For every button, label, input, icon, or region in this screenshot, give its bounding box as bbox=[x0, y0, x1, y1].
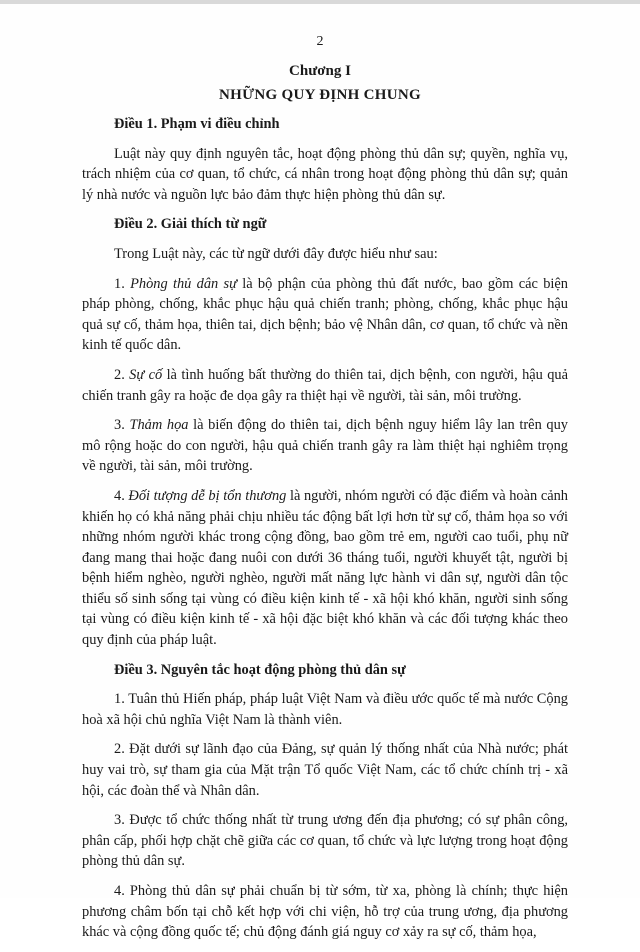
paragraph bbox=[82, 810, 568, 872]
paragraph-text: 1. Tuân thủ Hiến pháp, pháp luật Việt Nam và điều ước quốc tế mà nước Cộng hoà xã hội chủ nghĩa Việt Nam là thành viên. bbox=[82, 691, 568, 728]
article-heading: Điều 3. Nguyên tắc hoạt động phòng thủ dân sự bbox=[114, 661, 406, 678]
definition-text: là tình huống bất thường do thiên tai, dịch bệnh, con người, hậu quả chiến tranh gây ra hoặc đe dọa gây ra thiệt hại về người, tài sản, môi trường. bbox=[82, 366, 568, 404]
defined-term: Phòng thủ dân sự bbox=[130, 275, 237, 292]
defined-term: Thảm họa bbox=[129, 417, 189, 434]
scan-edge bbox=[0, 0, 640, 4]
defined-term: Đối tượng dễ bị tổn thương bbox=[128, 487, 287, 504]
item-number: 4. bbox=[114, 487, 129, 504]
article-heading: Điều 2. Giải thích từ ngữ bbox=[114, 216, 267, 233]
paragraph-text: 3. Được tổ chức thống nhất từ trung ương đến địa phương; có sự phân công, phân cấp, phối hợp chặt chẽ giữa các cơ quan, tổ chức và lực lượng trong hoạt động phòng thủ dân sự. bbox=[82, 812, 568, 870]
paragraph bbox=[82, 739, 568, 801]
item-number: 3. bbox=[114, 417, 130, 434]
chapter-title: NHỮNG QUY ĐỊNH CHUNG bbox=[219, 87, 421, 103]
paragraph-text: Trong Luật này, các từ ngữ dưới đây được hiểu như sau: bbox=[114, 245, 438, 262]
definition-text: là bộ phận của phòng thủ đất nước, bao gồm các biện pháp phòng, chống, khắc phục hậu quả chiến tranh; phòng, chống, khắc phục hậu quả sự cố, thảm họa, thiên tai, dịch bệnh; bảo vệ Nhân dân, cơ quan, tổ chức và nền kinh tế quốc dân. bbox=[82, 275, 569, 354]
paragraph bbox=[82, 881, 568, 943]
definition-text: là biến động do thiên tai, dịch bệnh nguy hiểm lây lan trên quy mô rộng hoặc do con người, hậu quả chiến tranh gây ra làm thiệt hại nghiêm trọng về người, tài sản, môi trường. bbox=[82, 417, 568, 475]
document-body bbox=[82, 114, 568, 952]
definition-item bbox=[82, 365, 568, 406]
defined-term: Sự cố bbox=[129, 366, 163, 383]
definition-item bbox=[82, 415, 568, 477]
paragraph-text: Luật này quy định nguyên tắc, hoạt động phòng thủ dân sự; quyền, nghĩa vụ, trách nhiệm của cơ quan, tổ chức, cá nhân trong hoạt động phòng thủ dân sự; quản lý nhà nước và nguồn lực bảo đảm thực hiện phòng thủ dân sự. bbox=[82, 145, 568, 203]
item-number: 1. bbox=[114, 275, 131, 292]
paragraph bbox=[82, 244, 568, 265]
page-number: 2 bbox=[316, 34, 324, 49]
paragraph-text: 2. Đặt dưới sự lãnh đạo của Đảng, sự quản lý thống nhất của Nhà nước; phát huy vai trò, sự tham gia của Mặt trận Tổ quốc Việt Nam, các tổ chức chính trị - xã hội, các đoàn thể và Nhân dân. bbox=[82, 741, 568, 799]
paragraph-text: 4. Phòng thủ dân sự phải chuẩn bị từ sớm, từ xa, phòng là chính; thực hiện phương châm bốn tại chỗ kết hợp với chi viện, hỗ trợ của trung ương, địa phương khác và cộng đồng quốc tế; chủ động đánh giá nguy cơ xảy ra sự cố, thảm họa, bbox=[82, 883, 568, 941]
item-number: 2. bbox=[114, 366, 130, 383]
chapter-label: Chương I bbox=[289, 63, 351, 79]
definition-text: là người, nhóm người có đặc điểm và hoàn cảnh khiến họ có khả năng phải chịu nhiều tác động bất lợi hơn từ sự cố, thảm họa so với những nhóm người khác trong cộng đồng, bao gồm trẻ em, người cao tuổi, phụ nữ đang mang thai hoặc đang nuôi con dưới 36 tháng tuổi, người khuyết tật, người bị bệnh hiểm nghèo, người nghèo, người mất năng lực hành vi dân sự, người dân tộc thiểu số sinh sống tại vùng có điều kiện kinh tế - xã hội khó khăn, người sinh sống tại vùng có điều kiện kinh tế - xã hội đặc biệt khó khăn và các đối tượng khác theo quy định của pháp luật. bbox=[82, 487, 569, 649]
article-heading: Điều 1. Phạm vi điều chỉnh bbox=[114, 116, 280, 132]
definition-item bbox=[82, 486, 568, 651]
paragraph bbox=[82, 689, 568, 730]
paragraph bbox=[82, 144, 568, 206]
definition-item bbox=[82, 274, 568, 356]
